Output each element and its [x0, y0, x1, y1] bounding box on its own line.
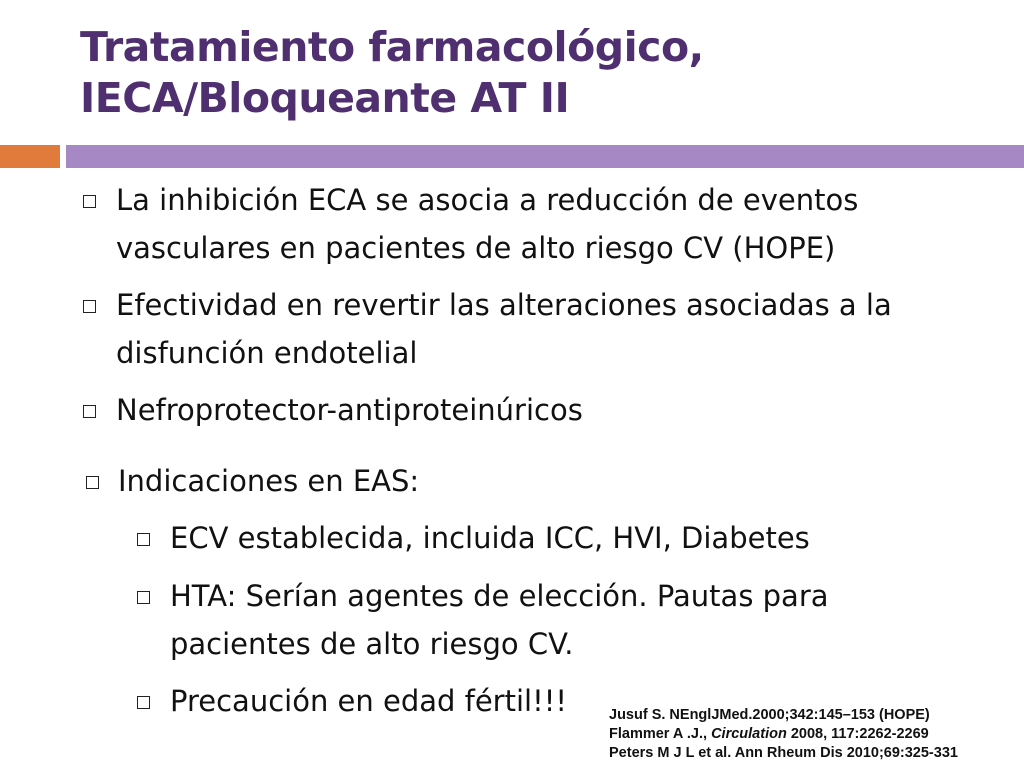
slide-title	[80, 22, 1000, 124]
bullet-line: Indicaciones en EAS:	[118, 464, 420, 498]
square-bullet-icon	[86, 476, 99, 489]
square-bullet-icon	[137, 591, 150, 604]
reference-3: Peters M J L et al. Ann Rheum Dis 2010;69:325-331	[609, 745, 958, 761]
references	[609, 706, 958, 763]
bullet-item-effectiveness	[116, 281, 892, 377]
reference-1: Jusuf S. NEnglJMed.2000;342:145–153 (HOPE)	[609, 707, 930, 723]
title-line-2: IECA/Bloqueante AT II	[80, 74, 570, 122]
bullet-item-indications	[118, 457, 419, 505]
bullet-line: vasculares en pacientes de alto riesgo CV (HOPE)	[116, 231, 836, 265]
bullet-line: HTA: Serían agentes de elección. Pautas para	[170, 579, 829, 613]
reference-2-details: 2008, 117:2262-2269	[786, 726, 929, 742]
reference-2-author: Flammer A .J.,	[609, 726, 712, 742]
square-bullet-icon	[83, 195, 96, 208]
square-bullet-icon	[83, 300, 96, 313]
bullet-item-nephroprotector	[116, 386, 583, 434]
sub-bullet-item-ecv	[170, 514, 810, 562]
bullet-line: pacientes de alto riesgo CV.	[170, 627, 574, 661]
accent-bar-orange	[0, 145, 60, 168]
bullet-line: ECV establecida, incluida ICC, HVI, Diabetes	[170, 521, 810, 555]
sub-bullet-item-precaution	[170, 677, 567, 725]
accent-bar-purple	[66, 145, 1024, 168]
bullet-line: Precaución en edad fértil!!!	[170, 684, 567, 718]
square-bullet-icon	[137, 533, 150, 546]
reference-2	[609, 725, 958, 744]
bullet-line: Efectividad en revertir las alteraciones asociadas a la	[116, 288, 892, 322]
bullet-line: disfunción endotelial	[116, 336, 418, 370]
bullet-line: La inhibición ECA se asocia a reducción de eventos	[116, 183, 859, 217]
square-bullet-icon	[137, 696, 150, 709]
bullet-line: Nefroprotector-antiproteinúricos	[116, 393, 583, 427]
sub-bullet-item-hta	[170, 572, 829, 668]
square-bullet-icon	[83, 405, 96, 418]
reference-2-journal: Circulation	[711, 726, 787, 742]
title-line-1: Tratamiento farmacológico,	[80, 23, 704, 71]
bullet-item-ace-inhibition	[116, 176, 858, 272]
